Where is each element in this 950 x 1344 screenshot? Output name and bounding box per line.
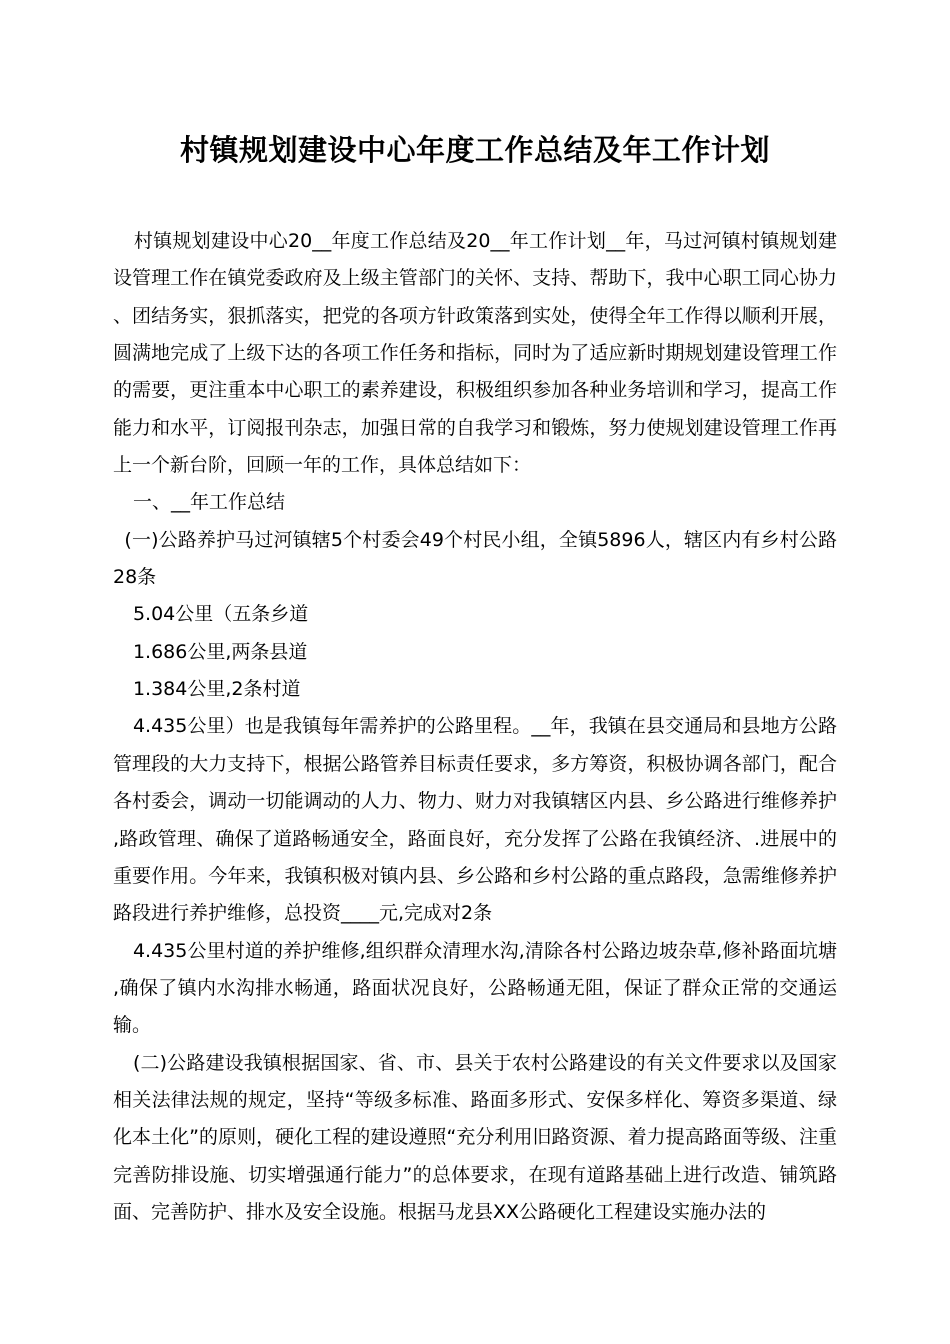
document-body	[113, 223, 837, 1231]
paragraph-intro: 村镇规划建设中心20__年度工作总结及20__年工作计划__年，马过河镇村镇规划建设管理工作在镇党委政府及上级主管部门的关怀、支持、帮助下，我中心职工同心协力、团结务实，狠抓落实，把党的各项方针政策落到实处，使得全年工作得以顺利开展，圆满地完成了上级下达的各项工作任务和指标，同时为了适应新时期规划建设管理工作的需要，更注重本中心职工的素养建设，积极组织参加各种业务培训和学习，提高工作能力和水平，订阅报刊杂志，加强日常的自我学习和锻炼，努力使规划建设管理工作再上一个新台阶，回顾一年的工作，具体总结如下：	[113, 230, 837, 477]
list-line-village-roads: 1.384公里,2条村道	[132, 678, 301, 701]
paragraph-maintenance-detail: 4.435公里）也是我镇每年需养护的公路里程。__年，我镇在县交通局和县地方公路管理段的大力支持下，根据公路管养目标责任要求，多方筹资，积极协调各部门，配合各村委会，调动一切能调动的人力、物力、财力对我镇辖区内县、乡公路进行维修养护,路政管理、确保了道路畅通安全，路面良好，充分发挥了公路在我镇经济、.进展中的重要作用。今年来，我镇积极对镇内县、乡公路和乡村公路的重点路段，急需维修养护路段进行养护维修，总投资____元,完成对2条	[113, 715, 837, 925]
paragraph-road-maintenance: (一)公路养护马过河镇辖5个村委会49个村民小组，全镇5896人，辖区内有乡村公路28条	[113, 528, 837, 589]
list-line-county-roads: 1.686公里,两条县道	[132, 640, 308, 663]
document-title: 村镇规划建设中心年度工作总结及年工作计划	[179, 133, 770, 167]
section-heading: 一、__年工作总结	[132, 491, 285, 514]
paragraph-village-road-repair: 4.435公里村道的养护维修,组织群众清理水沟,清除各村公路边坡杂草,修补路面坑塘,确保了镇内水沟排水畅通，路面状况良好，公路畅通无阻，保证了群众正常的交通运输。	[113, 939, 837, 1037]
paragraph-road-construction: (二)公路建设我镇根据国家、省、市、县关于农村公路建设的有关文件要求以及国家相关法律法规的规定，坚持“等级多标准、路面多形式、安保多样化、筹资多渠道、绿化本土化”的原则，硬化工程的建设遵照“充分利用旧路资源、着力提高路面等级、注重完善防排设施、切实增强通行能力”的总体要求，在现有道路基础上进行改造、铺筑路面、完善防护、排水及安全设施。根据马龙县XX公路硬化工程建设实施办法的	[113, 1051, 837, 1223]
list-line-township-roads: 5.04公里（五条乡道	[132, 603, 309, 626]
